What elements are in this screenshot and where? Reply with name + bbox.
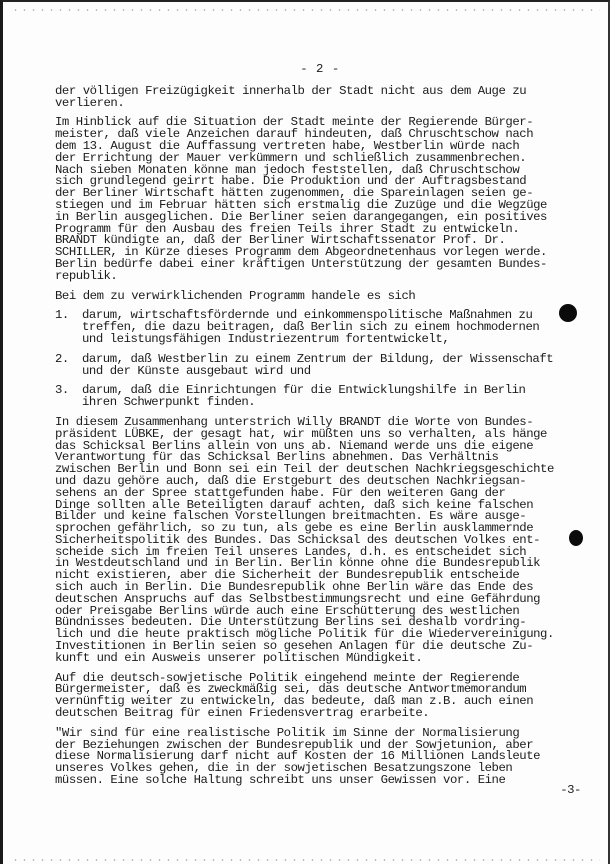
text-line: das Schicksal Berlins allein von uns ab. Niemand werde uns die eigene — [55, 438, 534, 453]
text-line: diese Normalisierung darf nicht auf Kosten der 16 Millionen Landsleute — [55, 749, 541, 764]
list-item — [55, 385, 585, 409]
text-line: sprochen gefährlich, so zu tun, als gebe es eine Berlin ausklammernde — [55, 521, 534, 536]
text-line: Bürgermeister, daß es zweckmäßig sei, das deutsche Antwortmemorandum — [55, 682, 527, 697]
numbered-list — [55, 310, 585, 409]
text-line: deutschen Anspruchs auf das Selbstbestimmungsrecht und eine Gefährdung — [55, 591, 541, 606]
text-line: in Westdeutschland und in Berlin. Berlin könne ohne die Bundesrepublik — [55, 556, 541, 571]
text-line: Sicherheitspolitik des Bundes. Das Schicksal des deutschen Volkes ent- — [55, 532, 541, 547]
list-item — [55, 310, 585, 345]
page-number: - 2 - — [300, 62, 340, 76]
text-line: vernünftig weiter zu entwickeln, das bedeute, daß man z.B. auch einen — [55, 694, 534, 709]
text-line: sehens an der Spree stattgefunden habe. Für den weiteren Gang der — [55, 485, 506, 500]
text-line: Nach sieben Monaten könne man jedoch feststellen, daß Chruschtschow — [55, 162, 520, 177]
list-item — [55, 351, 585, 378]
text-line: deutschen Beitrag für einen Friedensvertrag erarbeite. — [55, 706, 430, 721]
text-line: "Wir sind für eine realistische Politik im Sinne der Normalisierung — [55, 725, 520, 740]
text-line: Dinge sollten alle Beteiligten darauf achten, daß sich keine falschen — [55, 497, 534, 512]
paragraphs-after-list — [55, 414, 585, 788]
text-line: darum, wirtschaftsfördernde und einkommenspolitische Maßnahmen zu — [82, 308, 533, 323]
paragraphs-before-list — [55, 83, 585, 303]
punch-hole-row-top — [11, 8, 600, 12]
text-line: Berlin bedürfe dabei einer kräftigen Unterstützung der gesamten Bundes- — [55, 256, 547, 271]
text-line: präsident LÜBKE, der gesagt hat, wir müßten uns so verhalten, als hänge — [55, 426, 547, 441]
text-line: sich auch in Berlin. Die Bundesrepublik ohne Berlin wäre das Ende des — [55, 580, 534, 595]
text-line: und dazu gehöre auch, daß die Erstgeburt des deutschen Nachkriegsan- — [55, 473, 527, 488]
text-line: der Berliner Wirtschaft hätten zugenommen, die Spareinlagen seien ge- — [55, 186, 534, 201]
text-line: ihren Schwerpunkt finden. — [82, 395, 256, 410]
text-line: darum, daß Westberlin zu einem Zentrum der Bildung, der Wissenschaft — [82, 351, 554, 366]
paragraph — [55, 288, 585, 303]
paragraph — [55, 725, 585, 788]
text-line: Bei dem zu verwirklichenden Programm handele es sich — [55, 288, 416, 303]
text-line: unseres Volkes gehen, die in der sowjetischen Besatzungszone leben — [55, 761, 513, 776]
text-line: in Berlin ausgeglichen. Die Berliner seien darangegangen, ein positives — [55, 209, 547, 224]
text-line: meister, daß viele Anzeichen darauf hindeuten, daß Chruschtschow nach — [55, 127, 534, 142]
text-line: Bündnisses bedeuten. Die Unterstützung Berlins sei deshalb vordring- — [55, 615, 527, 630]
list-item-body — [82, 351, 585, 378]
text-line: Investitionen in Berlin seien so gesehen Anlagen für die deutsche Zu- — [55, 639, 534, 654]
text-line: Auf die deutsch-sowjetische Politik eingehend meinte der Regierende — [55, 670, 520, 685]
text-line: verlieren. — [55, 95, 125, 110]
text-line: republik. — [55, 268, 118, 283]
text-line: Verantwortung für das Schicksal Berlins abnehmen. Das Verhältnis — [55, 450, 499, 465]
text-line: Im Hinblick auf die Situation der Stadt meinte der Regierende Bürger- — [55, 115, 534, 130]
text-line: stiegen und im Februar hätten sich erstmalig die Zuzüge und die Wegzüge — [55, 197, 547, 212]
text-line: oder Preisgabe Berlins würde auch eine Erschütterung des westlichen — [55, 603, 520, 618]
paragraph — [55, 670, 585, 721]
list-number: 3. — [55, 383, 69, 398]
paragraph — [55, 414, 585, 665]
text-line: der völligen Freizügigkeit innerhalb der Stadt nicht aus dem Auge zu — [55, 83, 527, 98]
text-line: kunft und ein Ausweis unserer politischen Mündigkeit. — [55, 650, 423, 665]
text-line: scheide sich im freien Teil unseres Landes, d.h. es entscheidet sich — [55, 544, 527, 559]
paragraph — [55, 83, 585, 110]
text-line: sich grundlegend geirrt habe. Die Produktion und der Auftragsbestand — [55, 174, 527, 189]
text-line: der Errichtung der Mauer verkümmern und schließlich zusammenbrechen. — [55, 150, 527, 165]
text-line: treffen, die dazu beitragen, daß Berlin sich zu einem hochmodernen — [82, 320, 540, 335]
text-line: und der Künste ausgebaut wird und — [82, 363, 311, 378]
text-line: lich und die heute praktisch mögliche Politik für die Wiedervereinigung. — [55, 627, 554, 642]
text-line: dem 13. August die Auffassung vertreten habe, Westberlin würde nach — [55, 138, 520, 153]
punch-hole-row-bottom — [11, 858, 600, 862]
list-number: 2. — [55, 351, 69, 366]
text-line: Bilder und keine falschen Vorstellungen breitmachten. Es wäre ausge- — [55, 509, 527, 524]
text-line: nicht existieren, aber die Sicherheit der Bundesrepublik entscheide — [55, 568, 520, 583]
text-line: BRANDT kündigte an, daß der Berliner Wirtschaftssenator Prof. Dr. — [55, 233, 506, 248]
text-line: zwischen Berlin und Bonn sei ein Teil der deutschen Nachkriegsgeschichte — [55, 462, 554, 477]
text-line: müssen. Eine solche Haltung schreibt uns unser Gewissen vor. Eine — [55, 773, 506, 788]
text-line: der Beziehungen zwischen der Bundesrepublik und der Sowjetunion, aber — [55, 737, 534, 752]
text-line: darum, daß die Einrichtungen für die Entwicklungshilfe in Berlin — [82, 383, 526, 398]
text-line: Programm für den Ausbau des freien Teils ihrer Stadt zu entwickeln. — [55, 221, 520, 236]
text-line: SCHILLER, in Kürze dieses Programm dem Abgeordnetenhaus vorlegen werde. — [55, 245, 547, 260]
list-item-body — [82, 310, 585, 345]
ink-blot — [569, 530, 583, 546]
paragraph — [55, 117, 585, 282]
continuation-marker: -3- — [560, 783, 581, 798]
text-line: und leistungsfähigen Industriezentrum fortentwickelt, — [82, 331, 450, 346]
list-number: 1. — [55, 308, 69, 323]
ink-blot — [559, 304, 577, 322]
typewritten-text — [55, 62, 585, 798]
list-item-body — [82, 385, 585, 409]
text-line: In diesem Zusammenhang unterstrich Willy BRANDT die Worte von Bundes- — [55, 414, 534, 429]
